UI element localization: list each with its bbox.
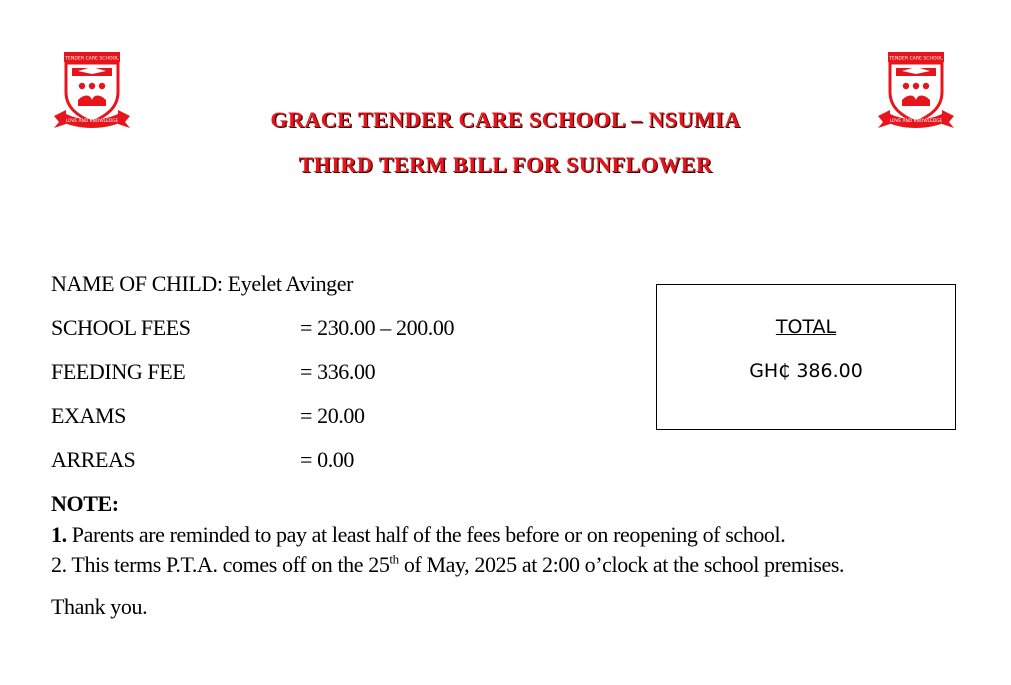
- note-2-superscript: th: [389, 551, 399, 567]
- crest-ribbon-text: LOVE AND KNOWLEDGE: [889, 119, 943, 124]
- note-item-2: [51, 550, 931, 580]
- note-1-text: Parents are reminded to pay at least half of the fees before or on reopening of school.: [66, 522, 786, 547]
- fee-value: = 336.00: [300, 359, 376, 384]
- fee-label: FEEDING FEE: [51, 359, 186, 384]
- child-name-label: NAME OF CHILD:: [51, 271, 223, 296]
- school-name-heading: GRACE TENDER CARE SCHOOL – NSUMIA: [270, 107, 741, 132]
- note-item-1: [51, 520, 931, 550]
- note-1-number: 1.: [51, 522, 67, 547]
- fee-label: ARREAS: [51, 447, 136, 472]
- fee-row-arreas: [51, 447, 354, 473]
- crest-top-text: TENDER CARE SCHOOL: [889, 56, 943, 62]
- fee-value: = 230.00 – 200.00: [300, 315, 455, 340]
- note-2-prefix: 2. This terms P.T.A. comes off on the 25: [51, 552, 390, 577]
- fee-row-school-fees: [51, 315, 454, 341]
- fee-row-feeding-fee: [51, 359, 375, 385]
- crest-top-text: TENDER CARE SCHOOL: [65, 56, 119, 62]
- fee-label: EXAMS: [51, 403, 127, 428]
- fee-value: = 20.00: [300, 403, 365, 428]
- total-box: [656, 284, 956, 430]
- bill-title-heading: THIRD TERM BILL FOR SUNFLOWER: [298, 152, 713, 177]
- note-2-suffix: of May, 2025 at 2:00 o’clock at the school premises.: [398, 552, 845, 577]
- fee-label: SCHOOL FEES: [51, 315, 191, 340]
- total-amount: GH₵ 386.00: [749, 360, 863, 382]
- total-label: TOTAL: [775, 316, 837, 338]
- notes-heading: NOTE:: [51, 491, 119, 516]
- fee-row-exams: [51, 403, 365, 429]
- crest-ribbon-text: LOVE AND KNOWLEDGE: [65, 119, 119, 124]
- child-name-row: [51, 271, 353, 297]
- closing-text: Thank you.: [51, 594, 148, 619]
- notes-section: [51, 491, 931, 622]
- child-name-value: Eyelet Avinger: [227, 271, 354, 296]
- fee-value: = 0.00: [300, 447, 355, 472]
